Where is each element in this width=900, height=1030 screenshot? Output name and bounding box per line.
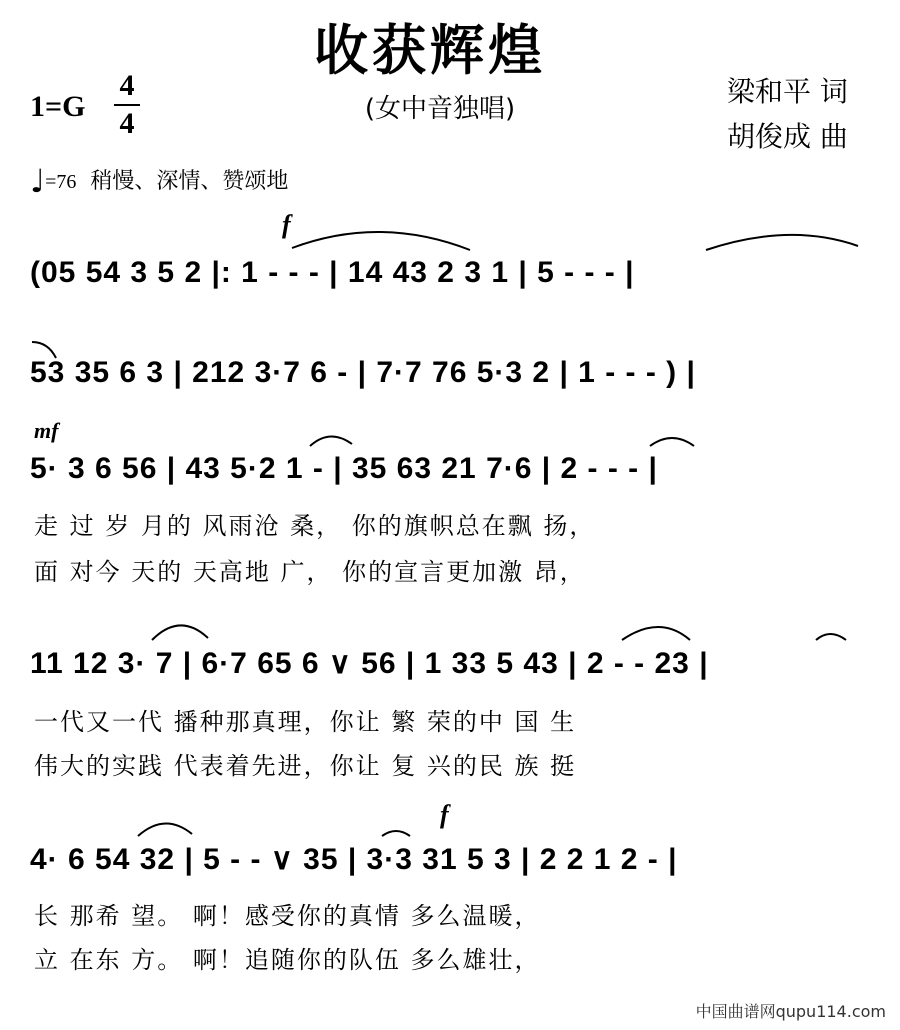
slur-4 (310, 436, 352, 446)
slur-8 (816, 634, 846, 640)
music-line-1: (05 54 3 5 2 |: 1 - - - | 14 43 2 3 1 | 5 - - - | (30, 256, 635, 289)
slur-6 (152, 625, 208, 640)
composer-credit: 胡俊成 曲 (727, 120, 848, 153)
lyricist-credit: 梁和平 词 (727, 75, 848, 108)
expression-text: 稍慢、深情、赞颂地 (90, 169, 289, 194)
dynamic-forte-1: f (282, 210, 291, 239)
music-line-5: 4· 6 54 32 | 5 - - ∨ 35 | 3·3 31 5 3 | 2 2 1 2 - | (30, 843, 678, 876)
lyric-line-3b: 面 对今 天的 天高地 广， 你的宣言更加激 昂， (34, 558, 586, 586)
song-subtitle: (女中音独唱) (364, 94, 516, 124)
dynamic-forte-2: f (440, 800, 449, 829)
slur-7 (622, 627, 690, 640)
slur-5 (650, 438, 694, 446)
music-line-2: 53 35 6 3 | 212 3·7 6 - | 7·7 76 5·3 2 | 1 - - - ) | (30, 356, 696, 389)
lyric-line-4a: 一代又一代 播种那真理，你让 繁 荣的中 国 生 (34, 708, 577, 736)
quarter-note-icon: ♩ (30, 162, 46, 200)
time-signature-bottom: 4 (119, 107, 135, 140)
lyric-line-4b: 伟大的实践 代表着先进，你让 复 兴的民 族 挺 (34, 752, 577, 780)
slur-2 (706, 235, 858, 250)
site-watermark: 中国曲谱网qupu114.com (695, 1002, 886, 1021)
slur-9 (138, 823, 192, 836)
lyric-line-5b: 立 在东 方。 啊！追随你的队伍 多么雄壮， (34, 946, 541, 974)
metronome-mark: =76 (45, 171, 77, 193)
music-line-4: 11 12 3· 7 | 6·7 65 6 ∨ 56 | 1 33 5 43 | 2 - - 23 | (30, 647, 709, 680)
dynamic-mezzo-forte: mf (34, 418, 59, 443)
song-title: 收获辉煌 (314, 19, 546, 82)
slur-3 (32, 342, 56, 358)
key-signature: 1=G (30, 90, 86, 123)
time-signature-top: 4 (119, 69, 135, 102)
lyric-line-5a: 长 那希 望。 啊！感受你的真情 多么温暖， (34, 902, 541, 930)
music-line-3: 5· 3 6 56 | 43 5·2 1 - | 35 63 21 7·6 | 2 - - - | (30, 452, 658, 485)
slur-10 (382, 831, 410, 836)
slur-1 (292, 232, 470, 250)
lyric-line-3a: 走 过 岁 月的 风雨沧 桑， 你的旗帜总在飘 扬， (34, 512, 596, 540)
